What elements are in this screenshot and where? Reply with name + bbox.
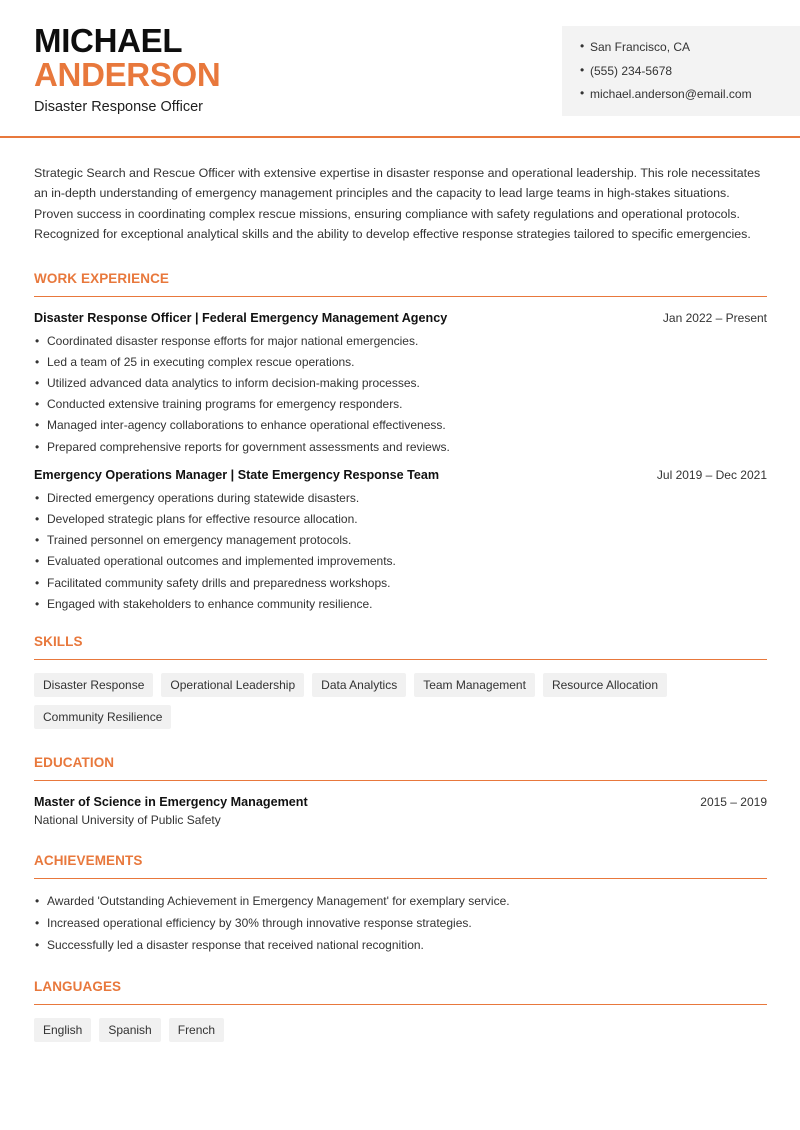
list-item: • Awarded 'Outstanding Achievement in Emergency Management' for exemplary service. [34,893,767,915]
job-title: Disaster Response Officer [34,99,203,115]
degree: Master of Science in Emergency Management [34,794,308,809]
language-tag: French [169,1018,224,1042]
list-item: • Trained personnel on emergency management protocols. [34,532,767,553]
education-section [34,755,767,827]
list-item: • Conducted extensive training programs for emergency responders. [34,396,767,417]
contact-location: • San Francisco, CA [580,40,800,64]
first-name: MICHAEL [34,22,183,59]
list-item: • Increased operational efficiency by 30% through innovative response strategies. [34,915,767,937]
job-entry [34,468,767,617]
education-dates: 2015 – 2019 [700,794,767,809]
languages-section [34,979,767,1042]
skill-tag: Operational Leadership [161,673,304,697]
list-item: • Directed emergency operations during statewide disasters. [34,490,767,511]
section-heading-languages: LANGUAGES [34,979,767,1005]
school-name: National University of Public Safety [34,812,221,827]
list-item: • Managed inter-agency collaborations to enhance operational effectiveness. [34,417,767,438]
work-experience-section [34,271,767,617]
section-heading-education: EDUCATION [34,755,767,781]
list-item: • Facilitated community safety drills and preparedness workshops. [34,575,767,596]
section-heading-skills: SKILLS [34,634,767,660]
job-dates: Jul 2019 – Dec 2021 [656,467,767,482]
job-entry [34,311,767,460]
job-title-company: Disaster Response Officer | Federal Emergency Management Agency [34,310,448,325]
contact-phone: • (555) 234-5678 [580,64,800,88]
profile-summary: Strategic Search and Rescue Officer with extensive expertise in disaster response and operational leadership. This role necessitates an in-depth understanding of emergency management principles and the capacity to lead large teams in high-stakes situations. Proven success in coordinating complex rescue missions, ensuring compliance with safety regulations and operational protocols. Recognized for exceptional analytical skills and the ability to develop effective response strategies tailored to specific emergencies. [34,166,761,242]
job-dates: Jan 2022 – Present [662,310,767,325]
list-item: • Utilized advanced data analytics to inform decision-making processes. [34,375,767,396]
list-item: • Prepared comprehensive reports for government assessments and reviews. [34,439,767,460]
contact-email[interactable]: • michael.anderson@email.com [580,87,800,111]
section-heading-achievements: ACHIEVEMENTS [34,853,767,879]
language-tag: English [34,1018,91,1042]
list-item: • Engaged with stakeholders to enhance community resilience. [34,596,767,617]
resume-header [0,0,800,138]
education-entry [34,795,767,827]
skill-tag: Community Resilience [34,705,171,729]
contact-box [562,26,800,116]
list-item: • Led a team of 25 in executing complex rescue operations. [34,354,767,375]
language-tags [34,1018,767,1042]
last-name: ANDERSON [34,56,221,93]
list-item: • Evaluated operational outcomes and implemented improvements. [34,553,767,574]
section-heading-work: WORK EXPERIENCE [34,271,767,297]
list-item: • Successfully led a disaster response that received national recognition. [34,937,767,959]
job-bullets [34,490,767,617]
skills-tags [34,673,767,729]
job-bullets [34,333,767,460]
achievements-section [34,853,767,959]
job-title-company: Emergency Operations Manager | State Emergency Response Team [34,467,440,482]
list-item: • Developed strategic plans for effective resource allocation. [34,511,767,532]
skill-tag: Resource Allocation [543,673,667,697]
resume-body [34,163,767,1042]
skill-tag: Data Analytics [312,673,406,697]
skills-section [34,634,767,729]
achievements-list [34,893,767,959]
candidate-name [34,24,220,92]
list-item: • Coordinated disaster response efforts for major national emergencies. [34,333,767,354]
skill-tag: Disaster Response [34,673,153,697]
skill-tag: Team Management [414,673,535,697]
language-tag: Spanish [99,1018,160,1042]
